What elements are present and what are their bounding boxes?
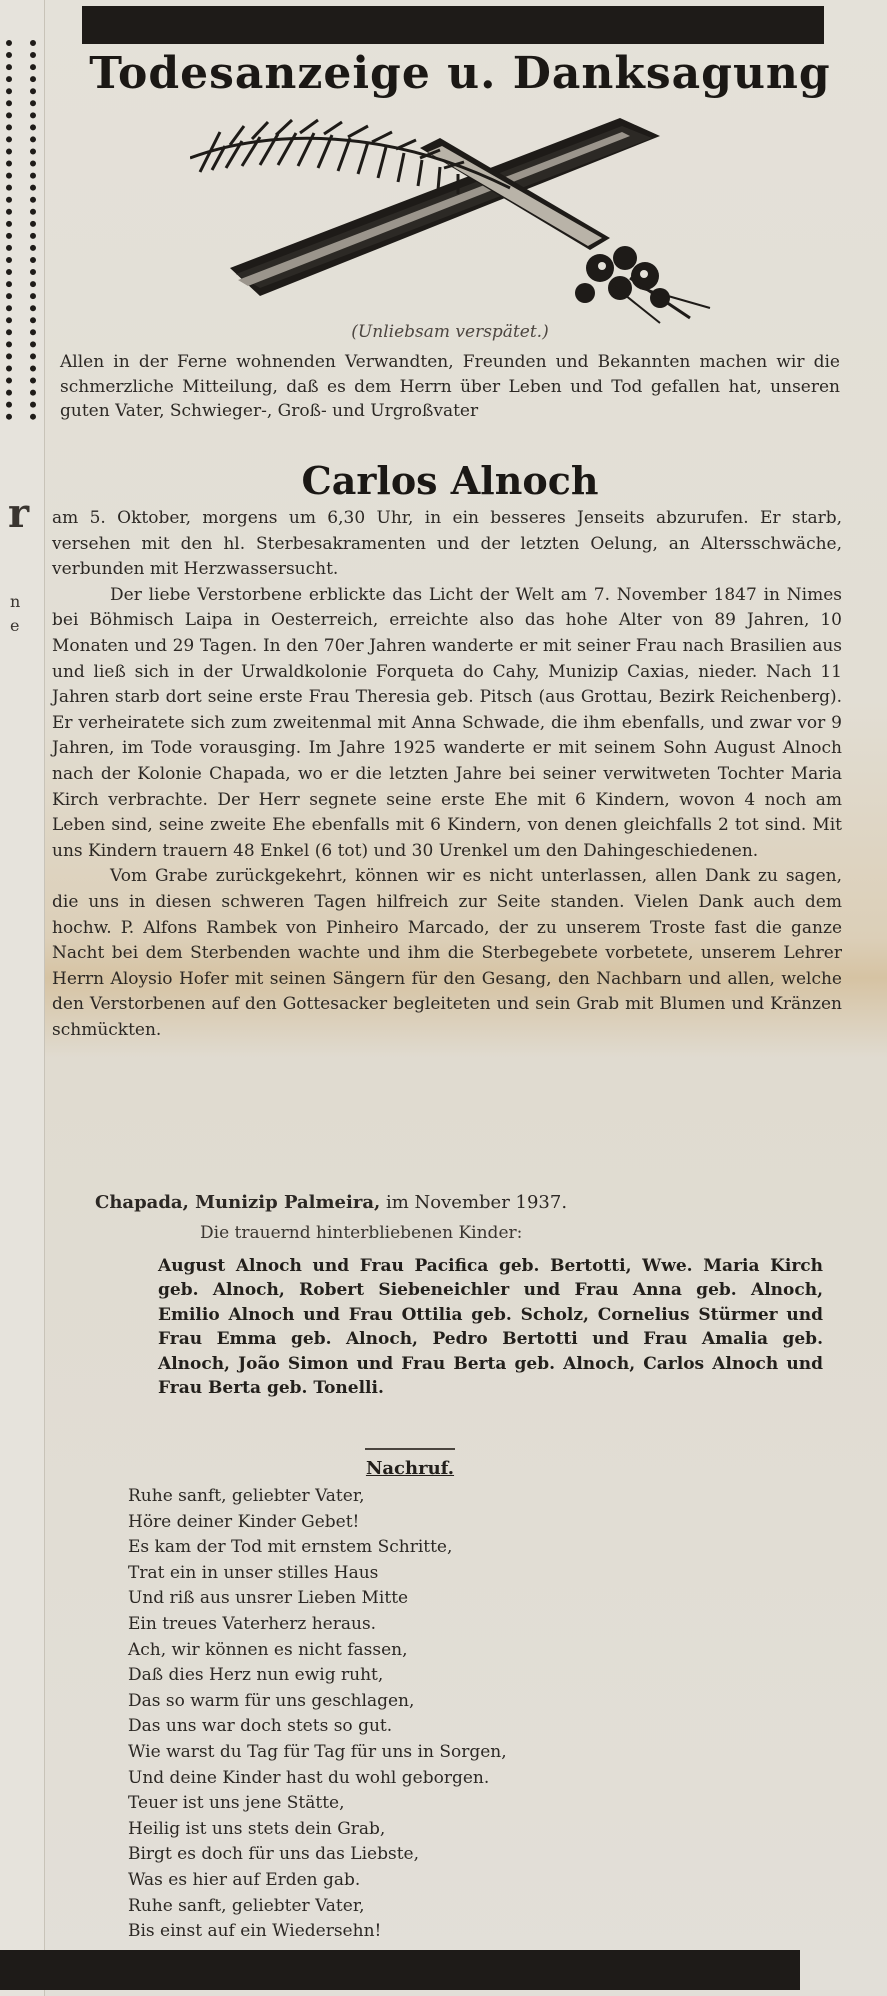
- page-title: Todesanzeige u. Danksagung: [89, 48, 831, 99]
- poem-line: Das so warm für uns geschlagen,: [128, 1690, 415, 1711]
- intro-paragraph: Allen in der Ferne wohnenden Verwandten, Freunden und Bekannten machen wir die schmerzliche Mitteilung, daß es dem Herrn über Leben und Tod gefallen hat, unseren guten Vater, Schwieger-, Groß- und Urgroßvater: [60, 352, 840, 421]
- poem-line: Ruhe sanft, geliebter Vater,: [128, 1486, 365, 1506]
- nachruf-poem: [128, 1484, 728, 1945]
- paragraph: Vom Grabe zurückgekehrt, können wir es nicht unterlassen, allen Dank zu sagen, die uns in diesen schweren Tagen hilfreich zur Seite standen. Vielen Dank auch dem hochw. P. Alfons Rambek von Pinheiro Marcado, der zu unserem Troste fast die ganze Nacht bei dem Sterbenden wachte und ihm die Sterbegebete vorbetete, unserem Lehrer Herrn Aloysio Hofer mit seinen Sängern für den Gesang, den Nachbarn und allen, welche den Verstorbenen auf den Gottesacker begleiteten und sein Grab mit Blumen und Kränzen schmückten.: [52, 866, 842, 1040]
- deceased-name: Carlos Alnoch: [301, 458, 599, 503]
- paragraph: am 5. Oktober, morgens um 6,30 Uhr, in ein besseres Jenseits abzurufen. Er starb, versehen mit den hl. Sterbesakramenten und der letzten Oelung, an Altersschwäche, verbunden mit Herzwassersucht.: [52, 508, 842, 580]
- poem-line: Teuer ist uns jene Stätte,: [128, 1793, 345, 1814]
- poem-line: Daß dies Herz nun ewig ruht,: [128, 1665, 384, 1686]
- place: Chapada, Munizip Palmeira,: [95, 1192, 381, 1213]
- signers-heading: Die trauernd hinterbliebenen Kinder:: [200, 1223, 523, 1243]
- subtitle: (Unliebsam verspätet.): [351, 322, 549, 342]
- neighbor-letter: n: [10, 592, 21, 611]
- poem-line: Birgt es doch für uns das Liebste,: [128, 1844, 419, 1865]
- neighbor-letter: e: [10, 616, 20, 635]
- poem-line: Und deine Kinder hast du wohl geborgen.: [128, 1767, 490, 1788]
- divider: [365, 1448, 455, 1450]
- poem-line: Es kam der Tod mit ernstem Schritte,: [128, 1537, 453, 1558]
- poem-line: Was es hier auf Erden gab.: [128, 1869, 361, 1890]
- signers-list: August Alnoch und Frau Pacifica geb. Bertotti, Wwe. Maria Kirch geb. Alnoch, Robert Siebeneichler und Frau Anna geb. Alnoch, Emilio Alnoch und Frau Ottilia geb. Scholz, Cornelius Stürmer und Frau Emma geb. Alnoch, Pedro Bertotti und Frau Amalia geb. Alnoch, João Simon und Frau Berta geb. Alnoch, Carlos Alnoch und Frau Berta geb. Tonelli.: [158, 1256, 823, 1399]
- obituary-body: [52, 506, 842, 1043]
- date: im November 1937.: [386, 1192, 568, 1213]
- poem-line: Ein treues Vaterherz heraus.: [128, 1613, 377, 1634]
- poem-line: Das uns war doch stets so gut.: [128, 1716, 393, 1737]
- cross-with-palm-illustration: [190, 118, 730, 328]
- poem-line: Wie warst du Tag für Tag für uns in Sorgen,: [128, 1741, 507, 1762]
- poem-line: Bis einst auf ein Wiedersehn!: [128, 1921, 382, 1942]
- poem-line: Ach, wir können es nicht fassen,: [128, 1639, 408, 1660]
- neighbor-column: [0, 0, 45, 1996]
- nachruf-title: Nachruf.: [365, 1458, 455, 1479]
- top-black-rule: [82, 6, 824, 44]
- poem-line: Heilig ist uns stets dein Grab,: [128, 1818, 386, 1839]
- ornamental-border: [6, 40, 36, 420]
- flower-bouquet-icon: [575, 246, 710, 323]
- poem-line: Höre deiner Kinder Gebet!: [128, 1511, 360, 1532]
- poem-line: Ruhe sanft, geliebter Vater,: [128, 1895, 365, 1916]
- paragraph: Der liebe Verstorbene erblickte das Licht der Welt am 7. November 1847 in Nimes bei Böhmisch Laipa in Oesterreich, erreichte also das hohe Alter von 89 Jahren, 10 Monaten und 29 Tagen. In den 70er Jahren wanderte er mit seiner Frau nach Brasilien aus und ließ sich in der Urwaldkolonie Forqueta do Cahy, Munizip Caxias, nieder. Nach 11 Jahren starb dort seine erste Frau Theresia geb. Pitsch (aus Grottau, Bezirk Reichenberg). Er verheiratete sich zum zweitenmal mit Anna Schwade, die ihm ebenfalls, und zwar vor 9 Jahren, im Tode vorausging. Im Jahre 1925 wanderte er mit seinem Sohn August Alnoch nach der Kolonie Chapada, wo er die letzten Jahre bei seiner verwitweten Tochter Maria Kirch verbrachte. Der Herr segnete seine erste Ehe mit 6 Kindern, wovon 4 noch am Leben sind, seine zweite Ehe ebenfalls mit 6 Kindern, von denen gleichfalls 2 tot sind. Mit uns Kindern trauern 48 Enkel (6 tot) und 30 Urenkel um den Dahingeschiedenen.: [52, 584, 842, 861]
- neighbor-letter: r: [8, 490, 30, 537]
- place-date-line: [95, 1192, 695, 1213]
- poem-line: Trat ein in unser stilles Haus: [128, 1562, 379, 1583]
- bottom-black-rule: [0, 1950, 800, 1990]
- poem-line: Und riß aus unsrer Lieben Mitte: [128, 1588, 409, 1609]
